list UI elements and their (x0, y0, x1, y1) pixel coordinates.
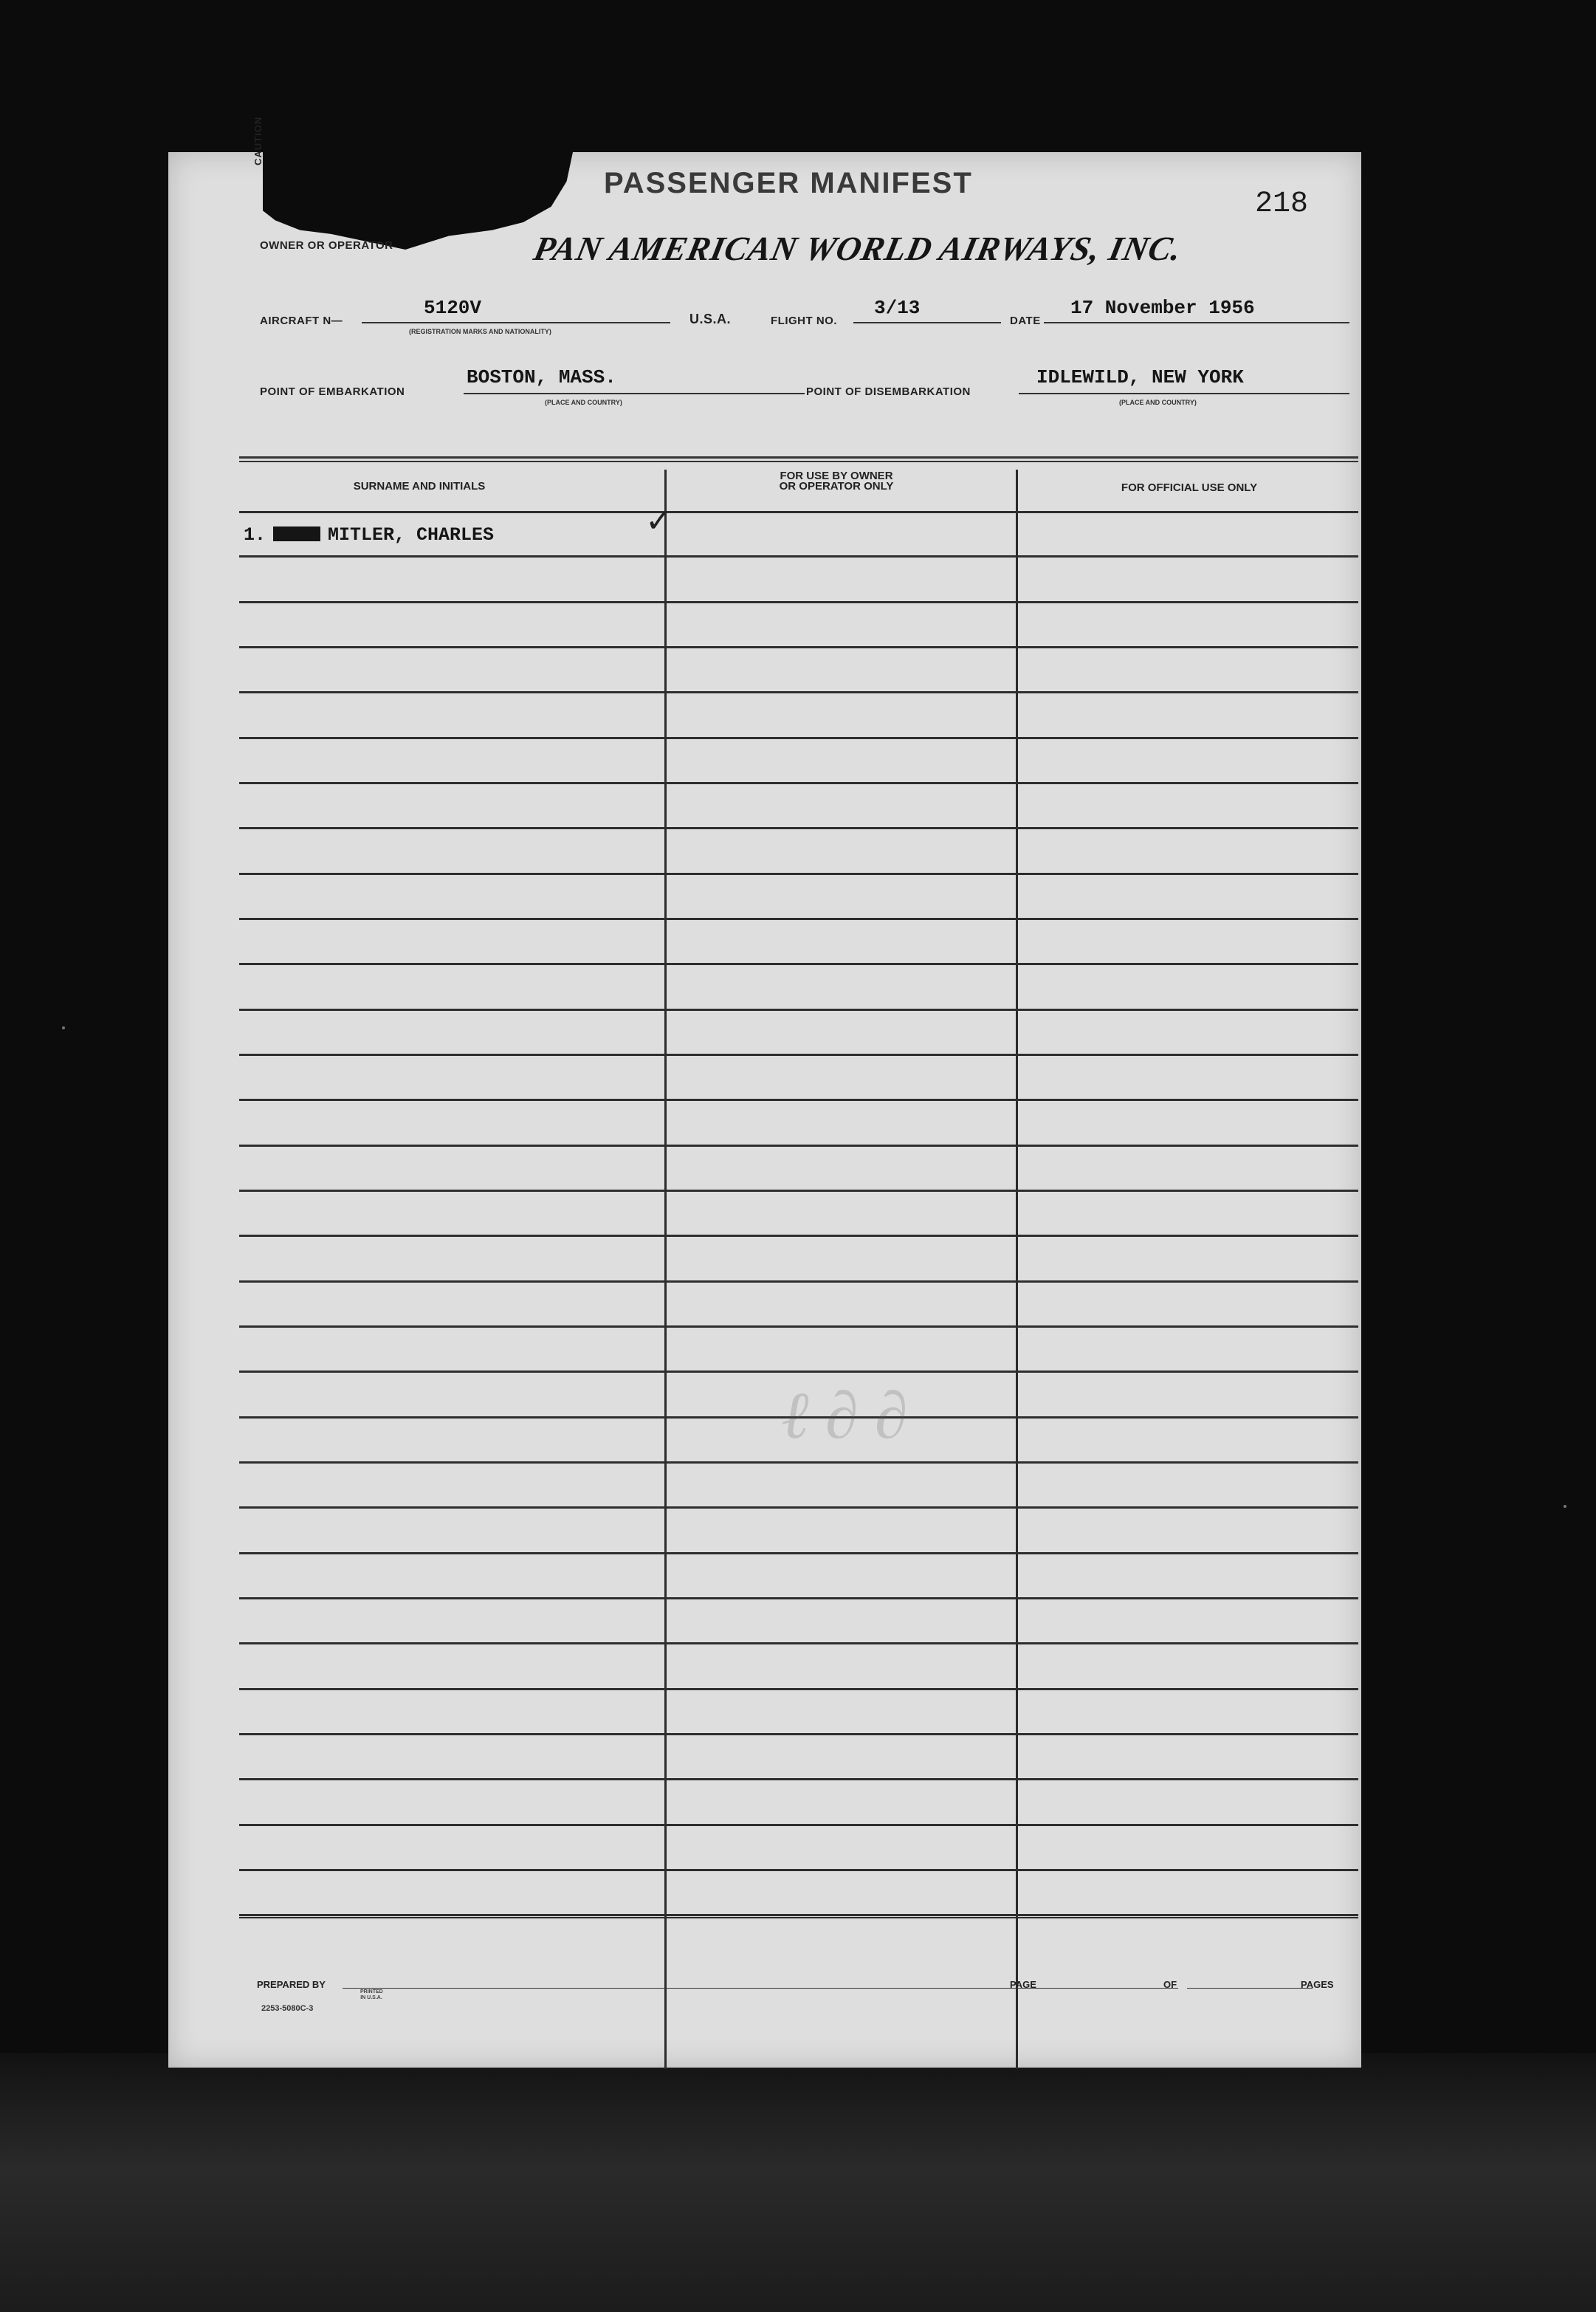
embarkation-fill-line (464, 393, 805, 394)
embarkation-caption: (PLACE AND COUNTRY) (545, 399, 622, 406)
ruled-line (239, 737, 1358, 739)
disembarkation-fill-line (1019, 393, 1349, 394)
date-fill-line (1044, 322, 1349, 323)
owner-use-header-line1: FOR USE BY OWNER (780, 470, 893, 482)
ruled-line (239, 1009, 1358, 1011)
ruled-line (239, 1597, 1358, 1599)
flight-value: 3/13 (874, 297, 921, 319)
ruled-line (239, 782, 1358, 784)
disembarkation-value: IDLEWILD, NEW YORK (1036, 366, 1244, 388)
ruled-line (239, 1778, 1358, 1780)
of-label: OF (1163, 1979, 1177, 1990)
redaction-bar (273, 526, 320, 541)
embarkation-label: POINT OF EMBARKATION (260, 385, 405, 398)
surname-column-header: SURNAME AND INITIALS (353, 480, 486, 493)
of-line (1187, 1988, 1313, 1989)
ruled-line (239, 1280, 1358, 1283)
dust-speck (62, 1026, 65, 1029)
ruled-line (239, 1145, 1358, 1147)
ruled-line (239, 1733, 1358, 1735)
embarkation-value: BOSTON, MASS. (467, 366, 616, 388)
official-use-column-header: FOR OFFICIAL USE ONLY (1121, 481, 1258, 494)
flight-label: FLIGHT NO. (771, 315, 837, 327)
ruled-line (239, 1642, 1358, 1644)
ruled-line (239, 1552, 1358, 1554)
side-caution-text: CAUTION (252, 116, 264, 165)
aircraft-fill-line (362, 322, 670, 323)
column-divider-1 (664, 470, 667, 2069)
company-name: PAN AMERICAN WORLD AIRWAYS, INC. (530, 230, 1186, 267)
page-title: PASSENGER MANIFEST (604, 167, 973, 199)
prepared-by-line (343, 1988, 1178, 1989)
bleed-through-marks: ℓ ∂ ∂ (781, 1379, 908, 1452)
ruled-line (239, 918, 1358, 920)
date-label: DATE (1010, 315, 1041, 327)
prepared-by-label: PREPARED BY (257, 1979, 326, 1990)
page-number-stamp: 218 (1255, 188, 1309, 221)
table-top-rule-2 (239, 461, 1358, 462)
ruled-line (239, 1914, 1358, 1916)
passenger-entry (244, 524, 494, 546)
disembarkation-label: POINT OF DISEMBARKATION (806, 385, 971, 398)
ruled-line (239, 555, 1358, 558)
ruled-line (239, 1688, 1358, 1690)
dust-speck (1564, 1505, 1566, 1508)
ruled-line (239, 873, 1358, 875)
column-divider-2 (1016, 470, 1018, 2069)
usa-label: U.S.A. (689, 312, 732, 326)
ruled-line (239, 1506, 1358, 1509)
ruled-line (239, 1054, 1358, 1056)
aircraft-caption: (REGISTRATION MARKS AND NATIONALITY) (409, 328, 551, 335)
table-top-rule (239, 456, 1358, 459)
owner-label: OWNER OR OPERATOR (260, 239, 393, 252)
ruled-line (239, 1235, 1358, 1237)
ruled-line (239, 1371, 1358, 1373)
ruled-line (239, 1099, 1358, 1101)
date-value: 17 November 1956 (1070, 297, 1255, 319)
ruled-line (239, 601, 1358, 603)
printed-in-usa-stamp: PRINTED IN U.S.A. (360, 1989, 383, 2000)
ruled-line (239, 691, 1358, 693)
torn-corner (263, 152, 573, 250)
ruled-line (239, 1190, 1358, 1192)
ruled-line (239, 1325, 1358, 1328)
entry-number: 1. (244, 524, 266, 546)
ruled-line (239, 1917, 1358, 1918)
ruled-line (239, 1824, 1358, 1826)
aircraft-value: 5120V (424, 297, 482, 319)
ruled-line (239, 963, 1358, 965)
ruled-line (239, 827, 1358, 829)
ruled-line (239, 1461, 1358, 1464)
manifest-sheet (168, 116, 1361, 2068)
passenger-name: MITLER, CHARLES (328, 524, 495, 546)
pages-label: PAGES (1301, 1979, 1334, 1990)
form-code: 2253-5080C-3 (261, 2004, 314, 2013)
ruled-line (239, 646, 1358, 648)
owner-use-header-line2: OR OPERATOR ONLY (779, 480, 894, 493)
ruled-line (239, 511, 1358, 513)
disembarkation-caption: (PLACE AND COUNTRY) (1119, 399, 1197, 406)
ruled-line (239, 1869, 1358, 1871)
scan-background (0, 2053, 1596, 2312)
check-mark: ✓ (645, 503, 673, 539)
aircraft-label: AIRCRAFT N— (260, 315, 343, 327)
page-label: PAGE (1010, 1979, 1036, 1990)
flight-fill-line (853, 322, 1001, 323)
